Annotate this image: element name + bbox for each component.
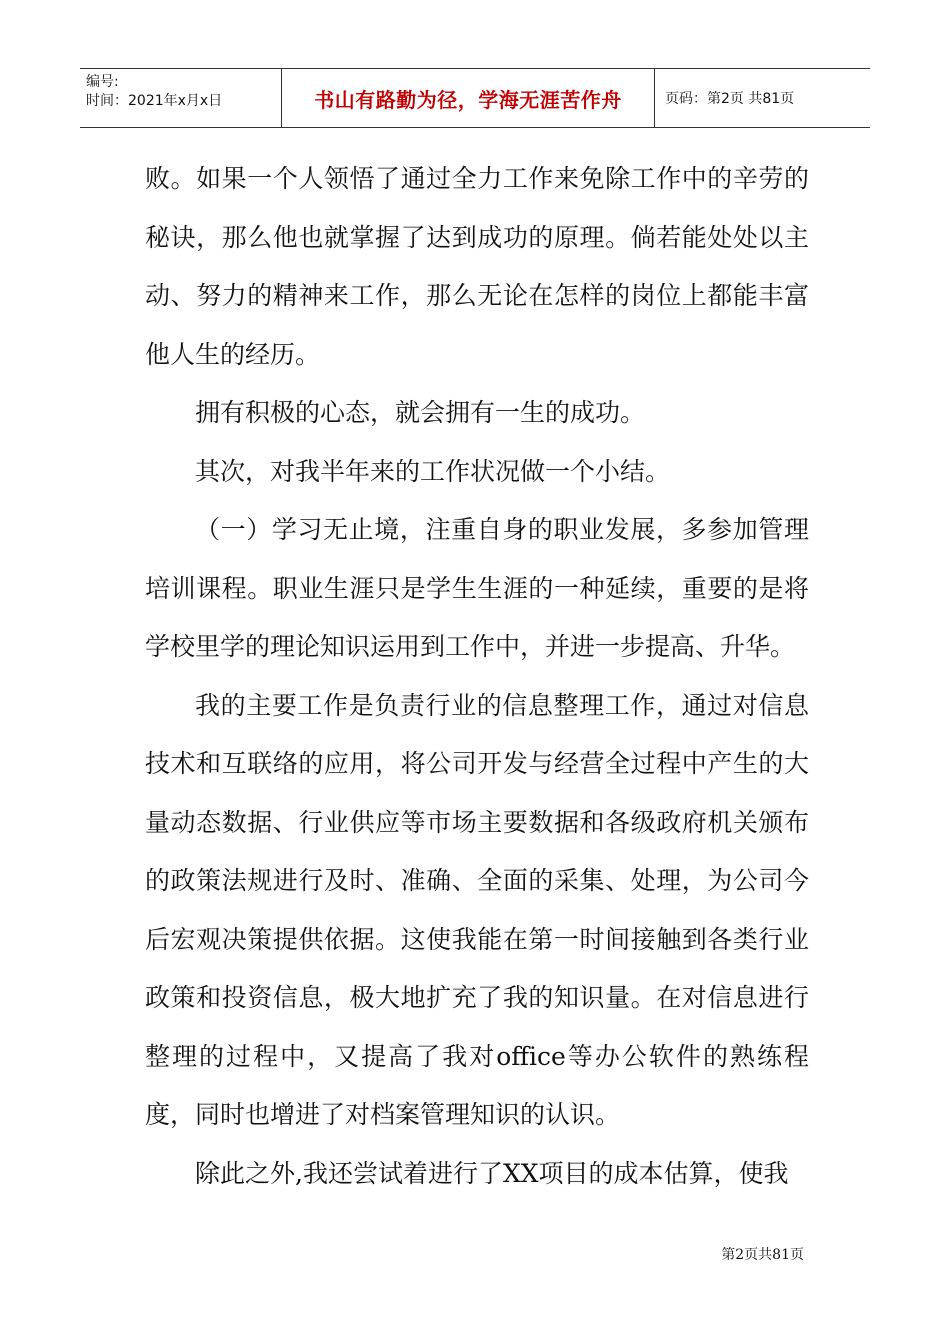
document-body (145, 150, 809, 1203)
paragraph: 拥有积极的心态，就会拥有一生的成功。 (195, 398, 646, 427)
header-meta (80, 69, 282, 127)
page-footer: 第2页共81页 (721, 1247, 804, 1263)
paragraph: 其次，对我半年来的工作状况做一个小结。 (195, 456, 671, 486)
header-motto: 书山有路勤为径，学海无涯苦作舟 (282, 69, 655, 127)
document-header (80, 68, 870, 128)
paragraph: 除此之外,我还尝试着进行了XX项目的成本估算，使我 (195, 1158, 789, 1188)
doc-number-label: 编号: (86, 74, 119, 90)
paragraph: 败。如果一个人领悟了通过全力工作来免除工作中的辛劳的秘诀，那么他也就掌握了达到成功的原理。倘若能处处以主动、努力的精神来工作，那么无论在怎样的岗位上都能丰富他人生的经历。 (145, 164, 809, 369)
paragraph: 我的主要工作是负责行业的信息整理工作，通过对信息技术和互联络的应用，将公司开发与经营全过程中产生的大量动态数据、行业供应等市场主要数据和各级政府机关颁布的政策法规进行及时、准确、全面的采集、处理，为公司今后宏观决策提供依据。这使我能在第一时间接触到各类行业政策和投资信息，极大地扩充了我的知识量。在对信息进行整理的过程中，又提高了我对office等办公软件的熟练程度，同时也增进了对档案管理知识的认识。 (145, 690, 809, 1129)
header-page-info: 页码：第2页 共81页 (665, 91, 795, 107)
doc-date-label: 时间：2021年x月x日 (86, 93, 223, 109)
paragraph: （一）学习无止境，注重自身的职业发展，多参加管理培训课程。职业生涯只是学生生涯的一种延续，重要的是将学校里学的理论知识运用到工作中，并进一步提高、升华。 (145, 515, 809, 661)
